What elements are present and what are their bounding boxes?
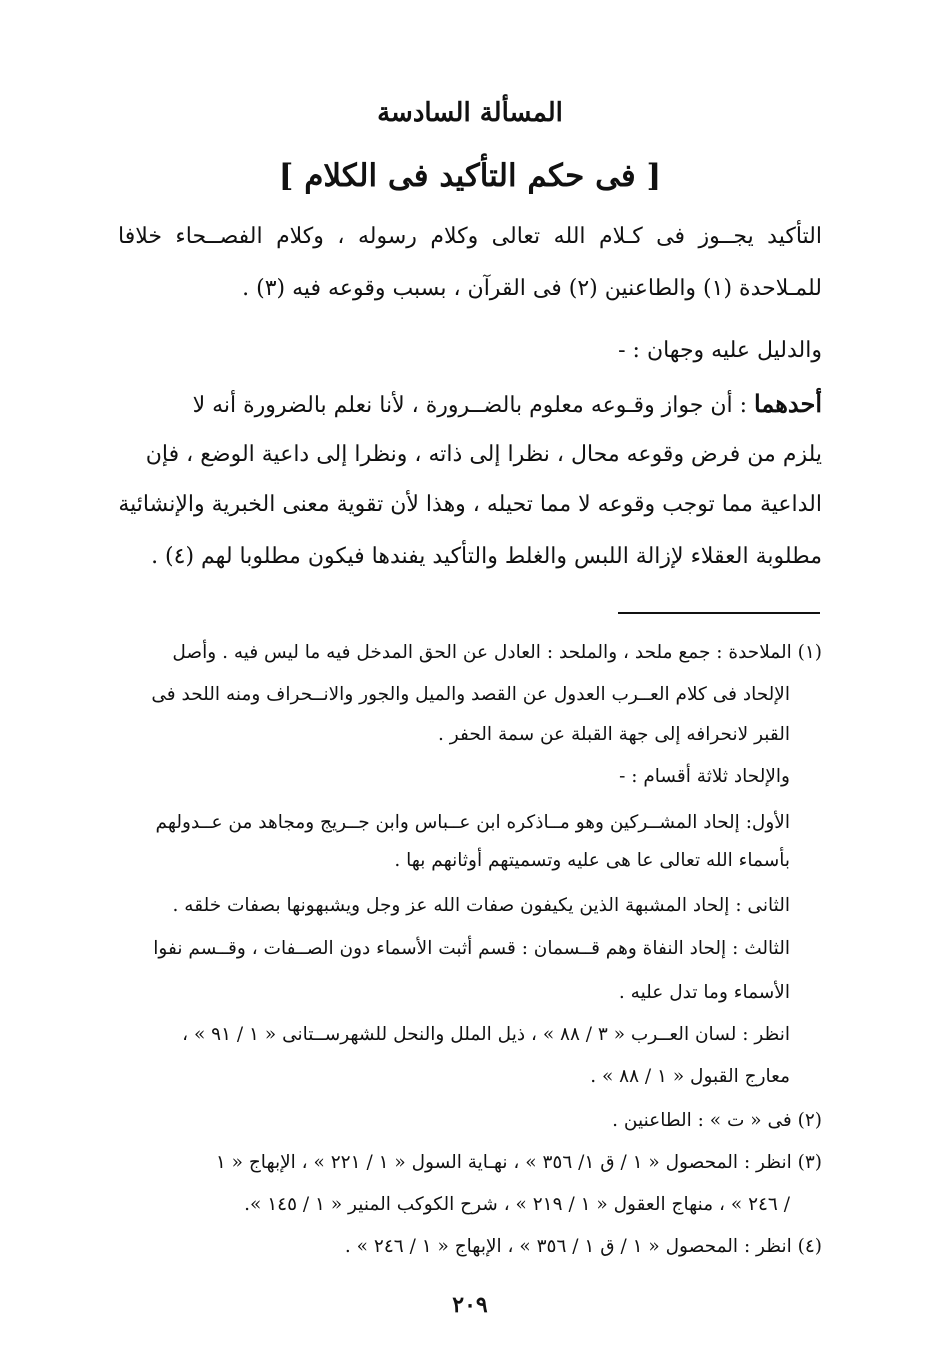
- footnote-line: الإلحاد فى كلام العــرب العدول عن القصد والميل والجور والانــحراف ومنه اللحد فى: [151, 684, 790, 705]
- footnote-line: / ٢٤٦ » ، منهاج العقول « ١ / ٢١٩ » ، شرح الكوكب المنير « ١ / ١٤٥ ».: [244, 1194, 790, 1215]
- footnote-separator: [618, 612, 820, 614]
- footnote-line: بأسماء الله تعالى عا هى عليه وتسميتهم أوثانهم بها .: [394, 850, 790, 871]
- body-line: يلزم من فرض وقوعه محال ، نظرا إلى ذاته ، ونظرا إلى داعية الوضع ، فإن: [145, 442, 822, 467]
- footnote-line: الأول: إلحاد المشــركين وهو مــاذكره ابن عــباس وابن جــريج ومجاهد من عــدولهم: [155, 812, 790, 833]
- footnote-line: والإلحاد ثلاثة أقسام : -: [619, 766, 790, 787]
- body-text: : أن جواز وقـوعه معلوم بالضــرورة ، لأنا نعلم بالضرورة أنه لا: [192, 393, 755, 418]
- body-line: والدليل عليه وجهان : -: [618, 338, 822, 363]
- body-line: الداعية مما توجب وقوعه لا مما تحيله ، وهذا لأن تقوية معنى الخبرية والإنشائية: [118, 492, 822, 517]
- footnote-line: انظر : لسان العــرب « ٣ / ٨٨ » ، ذيل الملل والنحل للشهرســتانى « ١ / ٩١ » ،: [182, 1024, 790, 1045]
- footnote-line: (٢) فى « ت » : الطاعنين .: [612, 1110, 822, 1131]
- section-title: المسألة السادسة: [377, 98, 563, 128]
- footnote-line: القبر لانحرافه إلى جهة القبلة عن سمة الحفر .: [438, 724, 790, 745]
- footnote-line: معارج القبول « ١ / ٨٨ » .: [590, 1066, 790, 1087]
- section-subtitle: [ فى حكم التأكيد فى الكلام ]: [278, 158, 662, 194]
- body-line: مطلوبة العقلاء لإزالة اللبس والغلط والتأكيد يفندها فيكون مطلوبا لهم (٤) .: [151, 544, 822, 569]
- body-line: للمـلاحدة (١) والطاعنين (٢) فى القرآن ، بسبب وقوعه فيه (٣) .: [242, 276, 822, 301]
- body-line: التأكيد يجــوز فى كـلام الله تعالى وكلام رسوله ، وكلام الفصــحاء خلافا: [118, 224, 822, 249]
- footnote-line: (٤) انظر : المحصول « ١ / ق ١ / ٣٥٦ » ، الإبهاج « ١ / ٢٤٦ » .: [344, 1236, 822, 1257]
- footnote-line: (٣) انظر : المحصول « ١ / ق ١/ ٣٥٦ » ، نهـاية السول « ١ / ٢٢١ » ، الإبهاج « ١: [215, 1152, 822, 1173]
- lead-word: أحدهما: [754, 389, 822, 418]
- footnote-line: الثانى : إلحاد المشبهة الذين يكيفون صفات الله عز وجل ويشبهونها بصفات خلقه .: [172, 895, 790, 916]
- footnote-line: الأسماء وما تدل عليه .: [618, 982, 790, 1003]
- footnote-line: (١) الملاحدة : جمع ملحد ، والملحد : العادل عن الحق المدخل فيه ما ليس فيه . وأصل: [172, 642, 822, 663]
- page-number: ٢٠٩: [452, 1292, 488, 1318]
- footnote-line: الثالث : إلحاد النفاة وهم قــسمان : قسم أثبت الأسماء دون الصــفات ، وقــسم نفوا: [153, 938, 790, 959]
- body-line: [192, 389, 822, 418]
